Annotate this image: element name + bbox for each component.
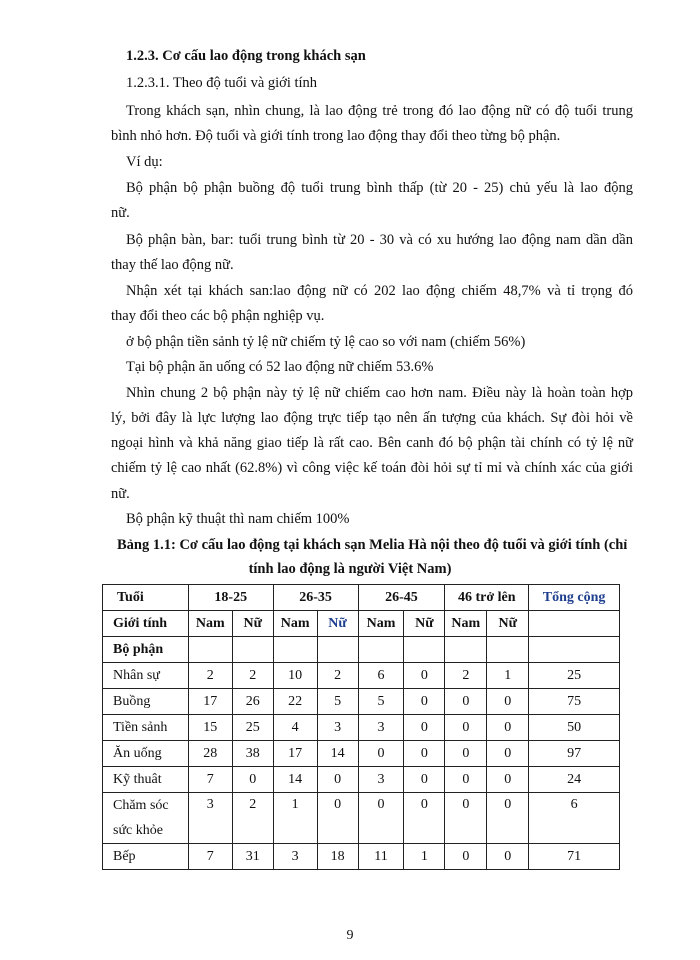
value-cell: 7 <box>188 844 232 870</box>
paragraph-line: ở bộ phận tiền sảnh tỷ lệ nữ chiếm tỷ lệ cao so với nam (chiếm 56%) <box>126 334 526 350</box>
value-cell: 4 <box>273 715 317 741</box>
value-cell: 0 <box>404 767 445 793</box>
header-department-label: Bộ phận <box>103 637 189 663</box>
department-cell: Buồng <box>103 689 189 715</box>
value-cell: 5 <box>358 689 404 715</box>
department-cell: Tiền sảnh <box>103 715 189 741</box>
value-cell: 0 <box>445 767 487 793</box>
header-female: Nữ <box>232 611 273 637</box>
value-cell: 2 <box>445 663 487 689</box>
header-male: Nam <box>358 611 404 637</box>
value-cell: 6 <box>358 663 404 689</box>
empty-cell <box>358 637 404 663</box>
total-cell: 24 <box>529 767 620 793</box>
value-cell: 31 <box>232 844 273 870</box>
value-cell: 0 <box>445 715 487 741</box>
value-cell: 38 <box>232 741 273 767</box>
value-cell: 0 <box>317 767 358 793</box>
value-cell: 1 <box>273 793 317 844</box>
value-cell: 3 <box>358 715 404 741</box>
paragraph-line: Bộ phận kỹ thuật thì nam chiếm 100% <box>126 511 350 527</box>
paragraph-line: thay đổi theo các bộ phận nghiệp vụ. <box>111 308 325 324</box>
table-row <box>103 741 620 767</box>
empty-cell <box>404 637 445 663</box>
value-cell: 25 <box>232 715 273 741</box>
value-cell: 28 <box>188 741 232 767</box>
value-cell: 2 <box>188 663 232 689</box>
paragraph-line: ngoại hình và khả năng giao tiếp là rất cao. Bên canh đó bộ phận tài chính có tỷ lệ nữ <box>111 435 633 451</box>
value-cell: 0 <box>487 767 529 793</box>
value-cell: 1 <box>487 663 529 689</box>
department-cell: Ăn uống <box>103 741 189 767</box>
total-cell: 25 <box>529 663 620 689</box>
header-female: Nữ <box>404 611 445 637</box>
header-age-group: 18-25 <box>188 585 273 611</box>
paragraph-line: bình nhỏ hơn. Độ tuổi và giới tính trong lao động thay đổi theo từng bộ phận. <box>111 128 561 144</box>
value-cell: 10 <box>273 663 317 689</box>
value-cell: 17 <box>188 689 232 715</box>
value-cell: 7 <box>188 767 232 793</box>
empty-cell <box>529 611 620 637</box>
paragraph-line: Tại bộ phận ăn uống có 52 lao động nữ chiếm 53.6% <box>126 359 434 375</box>
header-male: Nam <box>273 611 317 637</box>
empty-cell <box>273 637 317 663</box>
value-cell: 5 <box>317 689 358 715</box>
value-cell: 0 <box>358 741 404 767</box>
paragraph-line: Nhận xét tại khách san:lao động nữ có 202 lao động chiếm 48,7% và tỉ trọng đó <box>126 283 633 299</box>
table-row <box>103 844 620 870</box>
department-name-line: sức khỏe <box>113 823 163 838</box>
value-cell: 0 <box>487 793 529 844</box>
value-cell: 2 <box>317 663 358 689</box>
header-female: Nữ <box>487 611 529 637</box>
empty-cell <box>188 637 232 663</box>
header-age-group: 26-35 <box>273 585 358 611</box>
header-male: Nam <box>188 611 232 637</box>
empty-cell <box>529 637 620 663</box>
value-cell: 15 <box>188 715 232 741</box>
value-cell: 0 <box>404 663 445 689</box>
value-cell: 22 <box>273 689 317 715</box>
labor-structure-table <box>102 584 620 870</box>
department-name-line: Chăm sóc <box>113 798 169 813</box>
value-cell: 0 <box>445 741 487 767</box>
value-cell: 0 <box>358 793 404 844</box>
value-cell: 26 <box>232 689 273 715</box>
empty-cell <box>232 637 273 663</box>
value-cell: 0 <box>487 715 529 741</box>
value-cell: 0 <box>404 689 445 715</box>
header-female: Nữ <box>317 611 358 637</box>
paragraph-line: thay thế lao động nữ. <box>111 257 234 273</box>
value-cell: 0 <box>317 793 358 844</box>
paragraph-line: chiếm tỷ lệ cao nhất (62.8%) vì công việc kế toán đòi hỏi sự tỉ mỉ và chính xác của giới <box>111 460 633 476</box>
table-row <box>103 663 620 689</box>
value-cell: 0 <box>404 793 445 844</box>
value-cell: 14 <box>317 741 358 767</box>
table-caption: Bảng 1.1: Cơ cấu lao động tại khách sạn Melia Hà nội theo độ tuổi và giới tính (chỉ <box>117 537 628 553</box>
total-cell: 75 <box>529 689 620 715</box>
department-cell: Nhân sự <box>103 663 189 689</box>
value-cell: 0 <box>404 715 445 741</box>
value-cell: 18 <box>317 844 358 870</box>
empty-cell <box>445 637 487 663</box>
value-cell: 1 <box>404 844 445 870</box>
header-age-group: 26-45 <box>358 585 445 611</box>
department-cell <box>103 793 189 844</box>
paragraph-line: nữ. <box>111 205 130 221</box>
total-cell: 97 <box>529 741 620 767</box>
value-cell: 0 <box>445 793 487 844</box>
subsection-heading: 1.2.3.1. Theo độ tuổi và giới tính <box>126 75 318 91</box>
value-cell: 11 <box>358 844 404 870</box>
empty-cell <box>317 637 358 663</box>
value-cell: 3 <box>188 793 232 844</box>
table-row <box>103 715 620 741</box>
table-row <box>103 793 620 844</box>
paragraph-line: Ví dụ: <box>126 154 163 170</box>
empty-cell <box>487 637 529 663</box>
table-row <box>103 767 620 793</box>
value-cell: 0 <box>445 689 487 715</box>
paragraph-line: nữ. <box>111 486 130 502</box>
total-cell: 50 <box>529 715 620 741</box>
page-number: 9 <box>346 928 354 943</box>
department-cell: Kỹ thuât <box>103 767 189 793</box>
header-gender-label: Giới tính <box>103 611 189 637</box>
table-row <box>103 689 620 715</box>
header-age-label: Tuổi <box>103 585 189 611</box>
value-cell: 3 <box>317 715 358 741</box>
paragraph-line: Bộ phận bàn, bar: tuổi trung bình từ 20 - 30 và có xu hướng lao động nam dần dần <box>126 232 633 248</box>
value-cell: 3 <box>273 844 317 870</box>
value-cell: 0 <box>404 741 445 767</box>
value-cell: 0 <box>445 844 487 870</box>
value-cell: 14 <box>273 767 317 793</box>
value-cell: 2 <box>232 663 273 689</box>
total-cell: 6 <box>529 793 620 844</box>
value-cell: 0 <box>487 741 529 767</box>
header-total: Tổng cộng <box>529 585 620 611</box>
department-cell: Bếp <box>103 844 189 870</box>
value-cell: 2 <box>232 793 273 844</box>
value-cell: 0 <box>232 767 273 793</box>
paragraph-line: Trong khách sạn, nhìn chung, là lao động trẻ trong đó lao động nữ có độ tuổi trung <box>126 103 633 119</box>
paragraph-line: Bộ phận bộ phận buồng độ tuổi trung bình thấp (từ 20 - 25) chủ yếu là lao động <box>126 180 633 196</box>
paragraph-line: Nhìn chung 2 bộ phận này tỷ lệ nữ chiếm cao hơn nam. Điều này là hoàn toàn hợp <box>126 385 633 401</box>
header-age-group: 46 trở lên <box>445 585 529 611</box>
value-cell: 0 <box>487 844 529 870</box>
table-caption-cont: tính lao động là người Việt Nam) <box>248 561 452 577</box>
paragraph-line: lý, bởi đây là lực lượng lao động trực tiếp tạo nên ấn tượng của khách. Sự đòi hỏi về <box>111 410 633 426</box>
value-cell: 17 <box>273 741 317 767</box>
value-cell: 0 <box>487 689 529 715</box>
header-male: Nam <box>445 611 487 637</box>
section-heading: 1.2.3. Cơ cấu lao động trong khách sạn <box>126 48 366 64</box>
value-cell: 3 <box>358 767 404 793</box>
total-cell: 71 <box>529 844 620 870</box>
